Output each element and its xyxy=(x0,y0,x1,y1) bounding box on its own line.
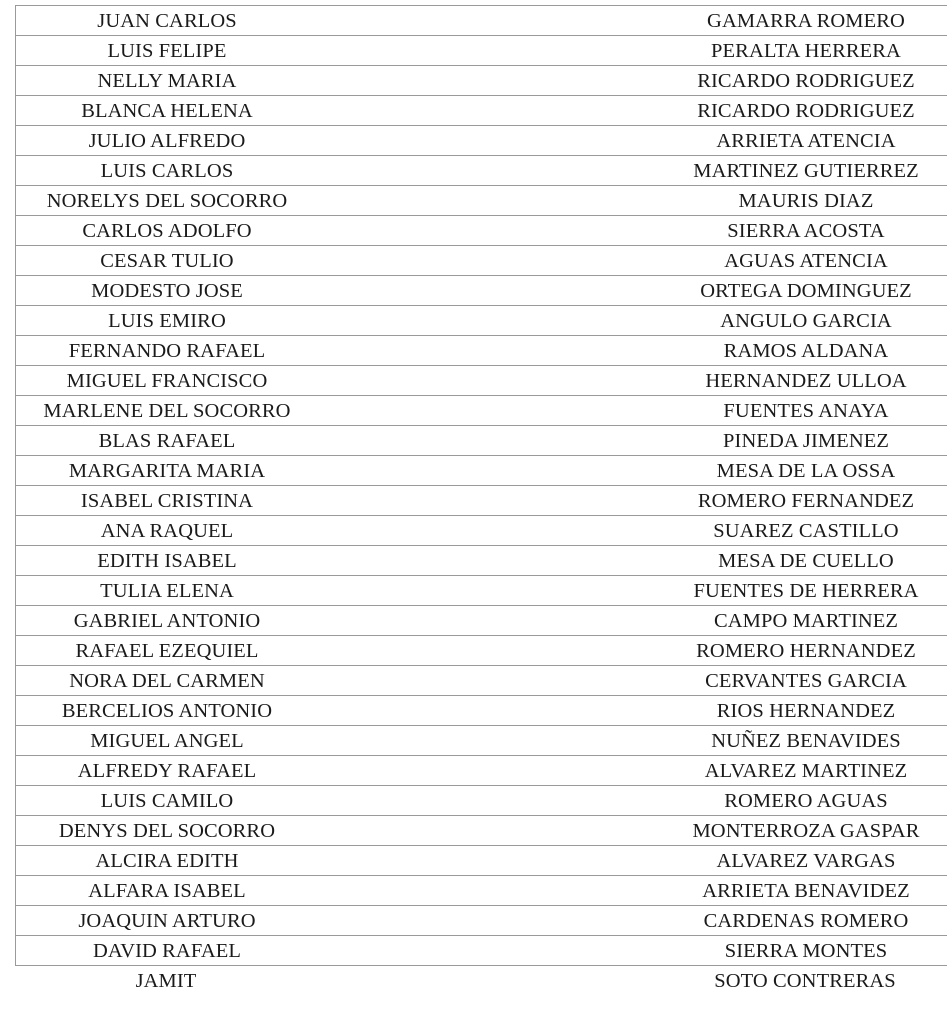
table-row xyxy=(15,756,947,786)
names-table xyxy=(15,6,947,996)
last-name-cell: SIERRA ACOSTA xyxy=(727,220,885,242)
last-name-cell: ROMERO AGUAS xyxy=(724,790,888,812)
first-name-cell: MARLENE DEL SOCORRO xyxy=(43,400,291,422)
last-name-cell: ANGULO GARCIA xyxy=(720,310,892,332)
table-row xyxy=(15,336,947,366)
table-row xyxy=(15,186,947,216)
table-row xyxy=(15,936,947,966)
last-name-cell: CAMPO MARTINEZ xyxy=(713,610,899,632)
table-row xyxy=(15,606,947,636)
last-name-cell: GAMARRA ROMERO xyxy=(707,10,905,32)
first-name-cell: LUIS EMIRO xyxy=(108,310,226,332)
first-name-cell: ANA RAQUEL xyxy=(100,520,234,542)
table-row xyxy=(15,786,947,816)
last-name-cell: AGUAS ATENCIA xyxy=(724,250,888,272)
first-name-cell: JOAQUIN ARTURO xyxy=(78,910,256,932)
last-name-cell: MONTERROZA GASPAR xyxy=(692,820,920,842)
last-name-cell: RIOS HERNANDEZ xyxy=(716,700,896,722)
last-name-cell: ALVAREZ VARGAS xyxy=(716,850,896,872)
first-name-cell: CARLOS ADOLFO xyxy=(82,220,252,242)
first-name-cell: MIGUEL ANGEL xyxy=(90,730,244,752)
first-name-cell: EDITH ISABEL xyxy=(97,550,237,572)
table-row xyxy=(15,156,947,186)
last-name-cell: ARRIETA BENAVIDEZ xyxy=(702,880,910,902)
table-row xyxy=(15,396,947,426)
table-row xyxy=(15,36,947,66)
last-name-cell: FUENTES ANAYA xyxy=(723,400,889,422)
last-name-cell: SUAREZ CASTILLO xyxy=(713,520,899,542)
first-name-cell: RAFAEL EZEQUIEL xyxy=(75,640,259,662)
first-name-cell: JULIO ALFREDO xyxy=(88,130,246,152)
table-row xyxy=(15,246,947,276)
first-name-cell: CESAR TULIO xyxy=(100,250,234,272)
table-row xyxy=(15,126,947,156)
last-name-cell: MESA DE CUELLO xyxy=(718,550,894,572)
first-name-cell: TULIA ELENA xyxy=(100,580,234,602)
table-row xyxy=(15,66,947,96)
last-name-cell: ROMERO HERNANDEZ xyxy=(696,640,916,662)
first-name-cell: BLANCA HELENA xyxy=(81,100,253,122)
table-row xyxy=(15,966,947,996)
last-name-cell: CARDENAS ROMERO xyxy=(703,910,909,932)
table-row xyxy=(15,306,947,336)
last-name-cell: SIERRA MONTES xyxy=(724,940,888,962)
first-name-cell: LUIS CARLOS xyxy=(100,160,234,182)
table-row xyxy=(15,96,947,126)
table-row xyxy=(15,696,947,726)
last-name-cell: MAURIS DIAZ xyxy=(738,190,874,212)
last-name-cell: MARTINEZ GUTIERREZ xyxy=(693,160,919,182)
table-row xyxy=(15,876,947,906)
last-name-cell: RICARDO RODRIGUEZ xyxy=(697,70,915,92)
first-name-cell: MIGUEL FRANCISCO xyxy=(66,370,268,392)
first-name-cell: GABRIEL ANTONIO xyxy=(73,610,261,632)
first-name-cell: NELLY MARIA xyxy=(97,70,237,92)
last-name-cell: SOTO CONTRERAS xyxy=(714,970,896,992)
table-row xyxy=(15,486,947,516)
last-name-cell: ROMERO FERNANDEZ xyxy=(697,490,915,512)
table-row xyxy=(15,666,947,696)
table-row xyxy=(15,6,947,36)
first-name-cell: BERCELIOS ANTONIO xyxy=(61,700,273,722)
table-row xyxy=(15,846,947,876)
last-name-cell: ALVAREZ MARTINEZ xyxy=(704,760,908,782)
first-name-cell: DAVID RAFAEL xyxy=(93,940,241,962)
table-row xyxy=(15,726,947,756)
last-name-cell: FUENTES DE HERRERA xyxy=(693,580,919,602)
last-name-cell: MESA DE LA OSSA xyxy=(716,460,896,482)
first-name-cell: NORA DEL CARMEN xyxy=(69,670,265,692)
first-name-cell: FERNANDO RAFAEL xyxy=(68,340,266,362)
first-name-cell: JAMIT xyxy=(135,970,197,992)
last-name-cell: NUÑEZ BENAVIDES xyxy=(711,730,901,752)
first-name-cell: BLAS RAFAEL xyxy=(98,430,236,452)
first-name-cell: ALCIRA EDITH xyxy=(95,850,239,872)
first-name-cell: DENYS DEL SOCORRO xyxy=(58,820,276,842)
first-name-cell: LUIS CAMILO xyxy=(100,790,234,812)
last-name-cell: ORTEGA DOMINGUEZ xyxy=(700,280,912,302)
first-name-cell: LUIS FELIPE xyxy=(107,40,227,62)
last-name-cell: PERALTA HERRERA xyxy=(711,40,901,62)
table-row xyxy=(15,576,947,606)
table-row xyxy=(15,816,947,846)
last-name-cell: CERVANTES GARCIA xyxy=(705,670,907,692)
table-row xyxy=(15,216,947,246)
table-row xyxy=(15,426,947,456)
last-name-cell: RICARDO RODRIGUEZ xyxy=(697,100,915,122)
last-name-cell: PINEDA JIMENEZ xyxy=(723,430,889,452)
table-row xyxy=(15,636,947,666)
first-name-cell: MARGARITA MARIA xyxy=(68,460,266,482)
last-name-cell: ARRIETA ATENCIA xyxy=(716,130,896,152)
table-row xyxy=(15,276,947,306)
last-name-cell: HERNANDEZ ULLOA xyxy=(705,370,907,392)
table-row xyxy=(15,546,947,576)
first-name-cell: JUAN CARLOS xyxy=(97,10,237,32)
last-name-cell: RAMOS ALDANA xyxy=(723,340,889,362)
table-row xyxy=(15,516,947,546)
table-row xyxy=(15,366,947,396)
first-name-cell: ALFREDY RAFAEL xyxy=(77,760,257,782)
table-row xyxy=(15,456,947,486)
first-name-cell: NORELYS DEL SOCORRO xyxy=(46,190,288,212)
first-name-cell: ALFARA ISABEL xyxy=(88,880,246,902)
table-row xyxy=(15,906,947,936)
first-name-cell: MODESTO JOSE xyxy=(91,280,243,302)
first-name-cell: ISABEL CRISTINA xyxy=(80,490,254,512)
